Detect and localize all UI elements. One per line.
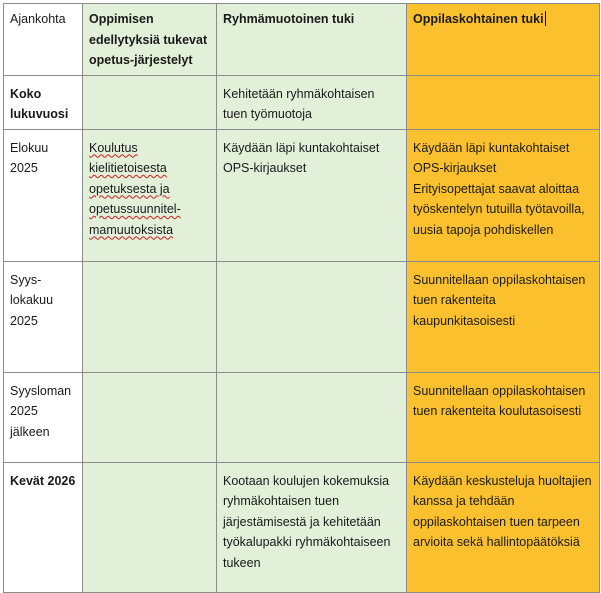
- period-cell[interactable]: [4, 462, 83, 592]
- cell-text: opetussuunnitel-mamuutoksista: [89, 202, 181, 237]
- table-row: [4, 75, 600, 129]
- cell-text: Suunnitellaan oppilaskohtaisen tuen rakenteita koulutasoisesti: [413, 383, 586, 418]
- teaching-cell[interactable]: [83, 372, 217, 462]
- group-support-cell[interactable]: [217, 261, 407, 372]
- teaching-cell[interactable]: [83, 75, 217, 129]
- group-support-cell[interactable]: [217, 372, 407, 462]
- table-row: [4, 462, 600, 592]
- cell-text: Kehitetään ryhmäkohtaisen tuen työmuotoja: [223, 86, 375, 121]
- table-row: [4, 129, 600, 261]
- header-teaching-arrangements[interactable]: [83, 4, 217, 76]
- group-support-cell[interactable]: [217, 75, 407, 129]
- individual-support-cell[interactable]: [407, 261, 600, 372]
- individual-support-cell[interactable]: [407, 75, 600, 129]
- period-text: Koko lukuvuosi: [10, 86, 69, 121]
- period-text: Elokuu 2025: [10, 140, 49, 175]
- individual-support-cell[interactable]: [407, 129, 600, 261]
- header-group-support[interactable]: [217, 4, 407, 76]
- period-cell[interactable]: [4, 261, 83, 372]
- period-text: Syysloman 2025 jälkeen: [10, 383, 72, 439]
- period-text: Syys-lokakuu 2025: [10, 272, 54, 328]
- group-support-cell[interactable]: [217, 129, 407, 261]
- teaching-cell[interactable]: [83, 462, 217, 592]
- group-support-cell[interactable]: [217, 462, 407, 592]
- period-cell[interactable]: [4, 129, 83, 261]
- cell-text: Kootaan koulujen kokemuksia ryhmäkohtaisen tuen järjestämisestä ja kehitetään työkalupakki ryhmäkohtaiseen tukeen: [223, 473, 391, 570]
- period-cell[interactable]: [4, 372, 83, 462]
- cell-text: Erityisopettajat saavat aloittaa työskentelyn tutuilla työtavoilla, uusia tapoja pohdiskellen: [413, 181, 585, 237]
- individual-support-cell[interactable]: [407, 372, 600, 462]
- text-cursor: [545, 11, 546, 26]
- table-row: [4, 261, 600, 372]
- individual-support-cell[interactable]: [407, 462, 600, 592]
- table-header-row: [4, 4, 600, 76]
- header-period[interactable]: [4, 4, 83, 76]
- period-cell[interactable]: [4, 75, 83, 129]
- cell-text: Käydään keskusteluja huoltajien kanssa ja tehdään oppilaskohtaisen tuen tarpeen arvioita sekä hallintopäätöksiä: [413, 473, 592, 549]
- header-individual-support-text: Oppilaskohtainen tuki: [413, 12, 544, 26]
- header-period-text: Ajankohta: [10, 12, 66, 26]
- cell-text: Koulutus kielitietoisesta opetuksesta ja: [89, 140, 170, 196]
- header-teaching-arrangements-text: Oppimisen edellytyksiä tukevat opetus-järjestelyt: [89, 12, 208, 67]
- support-schedule-table: [3, 3, 600, 593]
- cell-text: Suunnitellaan oppilaskohtaisen tuen rakenteita kaupunkitasoisesti: [413, 272, 586, 328]
- period-text: Kevät 2026: [10, 473, 76, 488]
- teaching-cell[interactable]: [83, 261, 217, 372]
- cell-text: Käydään läpi kuntakohtaiset OPS-kirjaukset: [223, 140, 380, 175]
- cell-text: Käydään läpi kuntakohtaiset OPS-kirjaukset: [413, 140, 570, 175]
- teaching-cell[interactable]: [83, 129, 217, 261]
- header-group-support-text: Ryhmämuotoinen tuki: [223, 12, 355, 26]
- table-row: [4, 372, 600, 462]
- header-individual-support[interactable]: [407, 4, 600, 76]
